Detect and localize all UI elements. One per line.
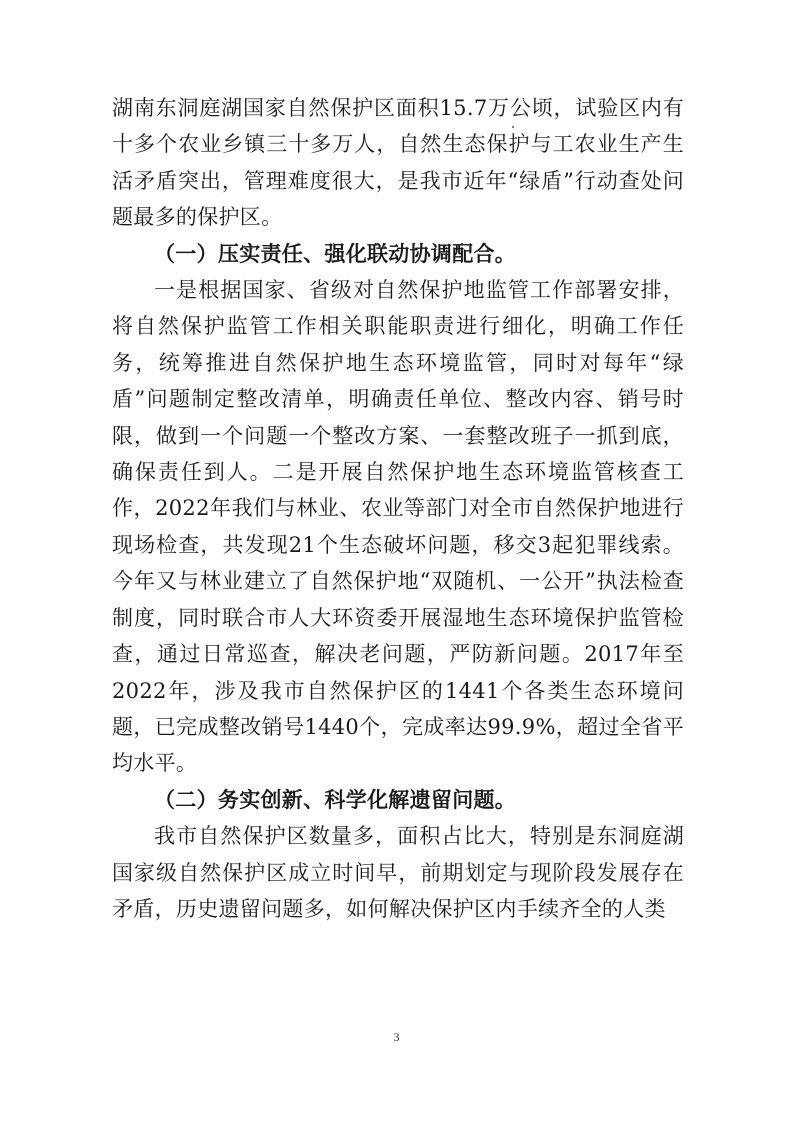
section-heading-2: （二）务实创新、科学化解遗留问题。 xyxy=(154,787,517,812)
document-body xyxy=(112,90,684,927)
paragraph-section-1: 一是根据国家、省级对自然保护地监管工作部署安排，将自然保护监管工作相关职能职责进行细化，明确工作任务，统筹推进自然保护地生态环境监管，同时对每年“绿盾”问题制定整改清单，明确责任单位、整改内容、销号时限，做到一个问题一个整改方案、一套整改班子一抓到底，确保责任到人。二是开展自然保护地生态环境监管核查工作，2022年我们与林业、农业等部门对全市自然保护地进行现场检查，共发现21个生态破坏问题，移交3起犯罪线索。今年又与林业建立了自然保护地“双随机、一公开”执法检查制度，同时联合市人大环资委开展湿地生态环境保护监管检查，通过日常巡查，解决老问题，严防新问题。2017年至2022年，涉及我市自然保护区的1441个各类生态环境问题，已完成整改销号1440个，完成率达99.9%，超过全省平均水平。 xyxy=(112,278,684,776)
section-heading-1: （一）压实责任、强化联动协调配合。 xyxy=(154,241,517,266)
paragraph-intro: 湖南东洞庭湖国家自然保护区面积15.7万公顷，试验区内有十多个农业乡镇三十多万人，自然生态保护与工农业生产生活矛盾突出，管理难度很大，是我市近年“绿盾”行动查处问题最多的保护区。 xyxy=(112,96,684,230)
page-number: 3 xyxy=(393,1030,400,1044)
paragraph-section-2: 我市自然保护区数量多，面积占比大，特别是东洞庭湖国家级自然保护区成立时间早，前期划定与现阶段发展存在矛盾，历史遗留问题多，如何解决保护区内手续齐全的人类 xyxy=(112,824,684,921)
